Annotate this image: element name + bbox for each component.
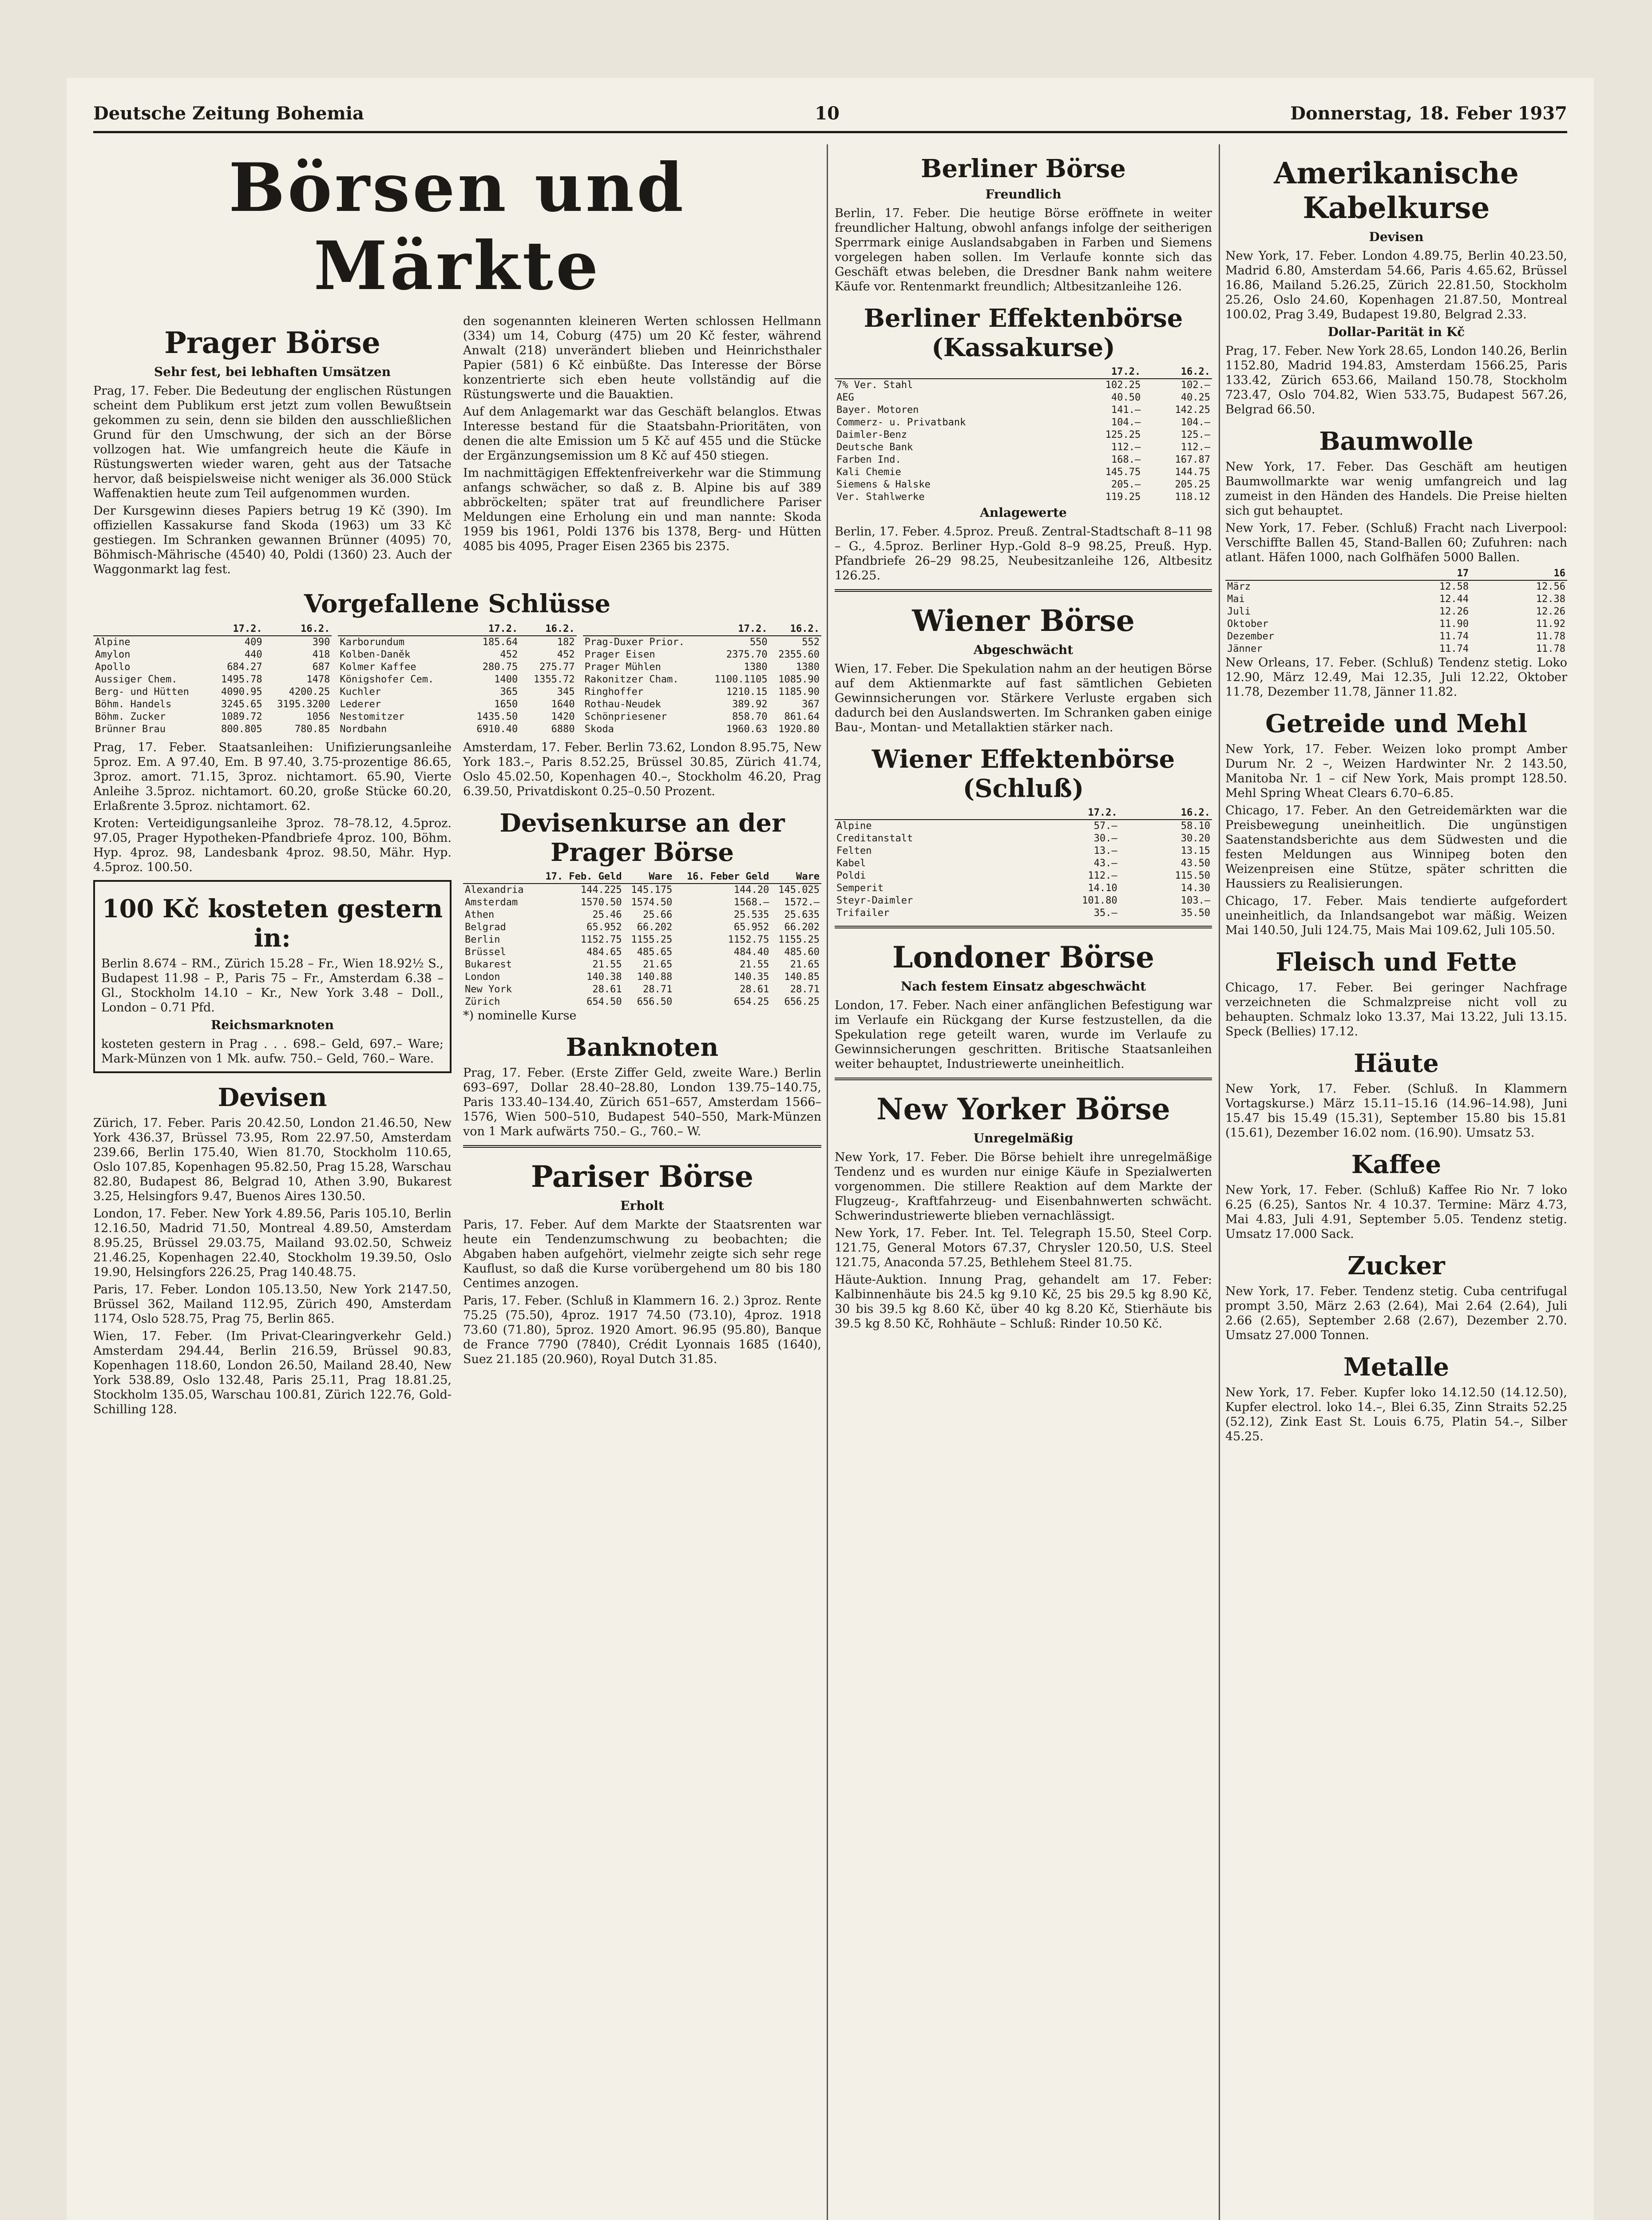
article-paragraph: Chicago, 17. Feber. An den Getreidemärkten war die Preisbewegung uneinheitlich. Die ungünstigen Saatenstandsberichte aus dem Südwesten und die festen Meldungen aus Winnipeg boten den Weizenpreisen eine Stütze, später schritten die Haussiers zu Realisierungen. <box>1225 804 1567 891</box>
table-row: Amsterdam 1570.50 1574.50 1568.– 1572.– <box>465 897 820 908</box>
section-title-metalle: Metalle <box>1343 1352 1449 1382</box>
table-row: Brünner Brau 800.805 780.85 <box>95 724 330 735</box>
section-title-londoner-boerse: Londoner Börse <box>892 940 1155 975</box>
section-title-banknoten: Banknoten <box>566 1033 719 1062</box>
table-row: Lederer 1650 1640 <box>340 699 575 710</box>
box-subtitle: Reichsmarknoten <box>211 1018 334 1032</box>
section-title-wiener-effekten: Wiener Effektenbörse (Schluß) <box>872 745 1175 803</box>
stock-table: 17.2. 16.2. Alpine 57.– 58.10 Creditanstalt 30.– 30.20 Felten 13.– 13.15 Kabel 43.– 43.50 Poldi 112.– 115.50 Semperit 14.10 14.30 Steyr-Daimler 101.80 103.– Trifailer 35.– 35.50 <box>835 807 1212 920</box>
article-paragraph: New York, 17. Feber. (Schluß. In Klammern Vortagskurse.) März 15.11–15.16 (14.96–14.98), Juni 15.47 bis 15.49 (15.31), September 15.80 bis 15.81 (15.61), Dezember 16.02 nom. (16.90). Umsatz 53. <box>1225 1082 1567 1140</box>
table-row: Semperit 14.10 14.30 <box>836 883 1210 894</box>
section-subtitle: Nach festem Einsatz abgeschwächt <box>900 979 1146 994</box>
article-paragraph: Auf dem Anlagemarkt war das Geschäft belanglos. Etwas Interesse bestand für die Staatsbahn-Prioritäten, von denen die alte Emission um 5 Kč auf 455 und die Stücke der Ergänzungsemission um 8 Kč auf 450 stiegen. <box>463 405 821 463</box>
page-title: Börsen und Märkte <box>228 149 686 305</box>
section-title-devisenkurse: Devisenkurse an der Prager Börse <box>499 809 785 867</box>
article-paragraph: Paris, 17. Feber. Auf dem Markte der Staatsrenten war heute ein Tendenzumschwung zu beobachten; die Abgaben haben aufgehört, vielmehr zeigte sich sehr rege Kauflust, so daß die Kurse vorübergehend um 80 bis 180 Centimes anzogen. <box>463 1218 821 1290</box>
section-title-zucker: Zucker <box>1347 1251 1445 1280</box>
section-title-schluesse: Vorgefallene Schlüsse <box>304 589 611 618</box>
table-row: Trifailer 35.– 35.50 <box>836 908 1210 919</box>
table-row: Alpine 57.– 58.10 <box>836 821 1210 832</box>
kc-box <box>93 880 452 1073</box>
column-right <box>1225 144 1567 2220</box>
table-footnote: *) nominelle Kurse <box>463 1009 577 1023</box>
article-paragraph: Wien, 17. Feber. Die Spekulation nahm an der heutigen Börse auf dem Aktienmarkte auf fast sämtlichen Gebieten Gewinnsicherungen vor. Stärkere Verluste ergaben sich dadurch bei den Auslandswerten. Im Schranken gaben einige Bau-, Montan- und Metallaktien stärker nach. <box>835 662 1212 734</box>
table-row: Böhm. Zucker 1089.72 1056 <box>95 711 330 722</box>
section-title-new-yorker-boerse: New Yorker Börse <box>876 1092 1170 1126</box>
table-row: Kuchler 365 345 <box>340 686 575 698</box>
article-paragraph: New York, 17. Feber. Weizen loko prompt Amber Durum Nr. 2 –, Weizen Hardwinter Nr. 2 143.50, Manitoba Nr. 1 – cif New York, Mais prompt 128.50. Mehl Spring Wheat Clears 6.70–6.85. <box>1225 742 1567 800</box>
divider <box>463 1145 821 1148</box>
table-row: Nestomitzer 1435.50 1420 <box>340 711 575 722</box>
table-row: Kali Chemie 145.75 144.75 <box>836 467 1210 478</box>
section-title-berliner-boerse: Berliner Börse <box>921 154 1126 183</box>
table-row: Apollo 684.27 687 <box>95 662 330 673</box>
column-left <box>93 144 821 2220</box>
table-row: Rakonitzer Cham. 1100.1105 1085.90 <box>584 674 820 685</box>
section-title-pariser-boerse: Pariser Börse <box>531 1159 754 1194</box>
table-row: Athen 25.46 25.66 25.535 25.635 <box>465 909 820 920</box>
issue-date: Donnerstag, 18. Feber 1937 <box>1290 103 1567 124</box>
article-paragraph: New York, 17. Feber. Tendenz stetig. Cuba centrifugal prompt 3.50, März 2.63 (2.64), Mai 2.64 (2.64), Juli 2.66 (2.65), September 2.68 (2.67), Dezember 2.70. Umsatz 27.000 Tonnen. <box>1225 1284 1567 1342</box>
article-paragraph: Paris, 17. Feber. London 105.13.50, New York 2147.50, Brüssel 362, Mailand 112.95, Zürich 490, Amsterdam 1174, Oslo 528.75, Prag 75, Berlin 865. <box>93 1283 452 1326</box>
section-subtitle: Dollar-Parität in Kč <box>1327 325 1465 339</box>
table-row: Creditanstalt 30.– 30.20 <box>836 833 1210 844</box>
article-paragraph: Häute-Auktion. Innung Prag, gehandelt am 17. Feber: Kalbinnenhäute bis 24.5 kg 9.10 Kč, 25 bis 29.5 kg 8.90 Kč, 30 bis 39.5 kg 8.60 Kč, über 40 kg 8.20 Kč, Stierhäute bis 39.5 kg 8.50 Kč, Rohhäute – Schluß: Rinder 10.50 Kč. <box>835 1273 1212 1331</box>
masthead: Deutsche Zeitung Bohemia <box>93 103 364 124</box>
section-title-baumwolle: Baumwolle <box>1319 427 1474 456</box>
table-row: Prag-Duxer Prior. 550 552 <box>584 637 820 648</box>
table-row: Königshofer Cem. 1400 1355.72 <box>340 674 575 685</box>
table-row: Prager Mühlen 1380 1380 <box>584 662 820 673</box>
stock-table: 17.2. 16.2. Prag-Duxer Prior. 550 552 Prager Eisen 2375.70 2355.60 Prager Mühlen 1380 1380 Rakonitzer Cham. 1100.1105 1085.90 Ringhoffer 1210.15 1185.90 Rothau-Neudek 389.92 367 Schönpriesener 858.70 861.64 Skoda 1960.63 1920.80 <box>583 623 821 736</box>
article-paragraph: Der Kursgewinn dieses Papiers betrug 19 Kč (390). Im offiziellen Kassakurse fand Skoda (1963) um 33 Kč gestiegen. Im Schranken gewannen Brünner (4095) 70, Böhmisch-Mährische (4540) 40, Poldi (1360) 23. Auch der Waggonmarkt lag fest. <box>93 504 452 576</box>
table-row: Commerz- u. Privatbank 104.– 104.– <box>836 417 1210 428</box>
article-paragraph: New York, 17. Feber. Das Geschäft am heutigen Baumwollmarkte war wenig umfangreich und lag zumeist in den Händen des Handels. Die Preise hielten sich gut behauptet. <box>1225 460 1567 518</box>
table-row: Aussiger Chem. 1495.78 1478 <box>95 674 330 685</box>
cotton-table: 17 16 März 12.58 12.56 Mai 12.44 12.38 Juli 12.26 12.26 Oktober 11.90 11.92 Dezember 11.74 11.78 Jänner 11.74 11.78 <box>1225 567 1567 655</box>
section-title-kassakurse: Berliner Effektenbörse (Kassakurse) <box>864 304 1183 362</box>
article-paragraph: Zürich, 17. Feber. Paris 20.42.50, London 21.46.50, New York 436.37, Brüssel 73.95, Rom 22.97.50, Amsterdam 239.66, Berlin 175.40, Wien 81.70, Stockholm 110.65, Oslo 107.85, Kopenhagen 95.82.50, Prag 15.28, Warschau 82.80, Budapest 86, Belgrad 10, Athen 3.90, Bukarest 3.25, Helsingfors 9.47, Buenos Aires 130.50. <box>93 1116 452 1203</box>
table-row: Prager Eisen 2375.70 2355.60 <box>584 649 820 660</box>
article-paragraph: New York, 17. Feber. London 4.89.75, Berlin 40.23.50, Madrid 6.80, Amsterdam 54.66, Paris 4.65.62, Brüssel 16.86, Mailand 5.26.25, Zürich 22.81.50, Stockholm 25.26, Oslo 24.60, Kopenhagen 21.87.50, Montreal 100.02, Prag 3.49, Budapest 19.80, Belgrad 2.33. <box>1225 249 1567 321</box>
table-row: Berlin 1152.75 1155.25 1152.75 1155.25 <box>465 934 820 945</box>
currency-table: 17. Feb. Geld Ware 16. Feber Geld Ware Alexandria 144.225 145.175 144.20 145.025 Amsterdam 1570.50 1574.50 1568.– 1572.– Athen 25.46 25.66 25.535 25.635 Belgrad 65.952 66.202 65.952 66.202 Berlin 1152.75 1155.25 1152.75 1155.25 Brüssel 484.65 485.65 484.40 485.60 Bukarest 21.55 21.65 21.55 21.65 London 140.38 140.88 140.35 140.85 New York 28.61 28.71 28.61 28.71 Zürich 654.50 656.50 654.25 656.25 <box>463 871 821 1008</box>
article-paragraph: Berlin, 17. Feber. Die heutige Börse eröffnete in weiter freundlicher Haltung, obwohl anfangs infolge der seitherigen Sperrmark einige Auslandsabgaben in Farben und Siemens vorgelegen haben sollen. Im Verlaufe konnte sich das Geschäft etwas beleben, die Dresdner Bank nahm weitere Käufe vor. Rentenmarkt freundlich; Altbesitzanleihe 126. <box>835 206 1212 293</box>
section-title-wiener-boerse: Wiener Börse <box>912 603 1135 638</box>
section-title-kabelkurse: Amerikanische Kabelkurse <box>1274 156 1519 225</box>
article-paragraph: Im nachmittägigen Effektenfreiverkehr war die Stimmung anfangs schwächer, so daß z. B. Alpine bis auf 389 abbröckelten; später trat auf freundlichere Pariser Meldungen eine Erholung ein und man nannte: Skoda 1959 bis 1961, Poldi 1376 bis 1378, Berg- und Hütten 4085 bis 4095, Prager Eisen 2365 bis 2375. <box>463 466 821 553</box>
table-row: Skoda 1960.63 1920.80 <box>584 724 820 735</box>
article-paragraph: New York, 17. Feber. (Schluß) Kaffee Rio Nr. 7 loko 6.25 (6.25), Santos Nr. 4 10.37. Termine: März 4.73, Mai 4.83, Juli 4.91, September 5.05. Tendenz stetig. Umsatz 17.000 Sack. <box>1225 1183 1567 1241</box>
table-row: Steyr-Daimler 101.80 103.– <box>836 895 1210 906</box>
table-row: März 12.58 12.56 <box>1227 581 1565 592</box>
table-row: Kolmer Kaffee 280.75 275.77 <box>340 662 575 673</box>
table-row: Oktober 11.90 11.92 <box>1227 618 1565 630</box>
section-subtitle: Anlagewerte <box>980 505 1067 520</box>
box-text: kosteten gestern in Prag . . . 698.– Geld, 697.– Ware; Mark-Münzen von 1 Mk. aufw. 750.– Geld, 760.– Ware. <box>101 1037 444 1066</box>
table-row: AEG 40.50 40.25 <box>836 392 1210 403</box>
article-paragraph: Amsterdam, 17. Feber. Berlin 73.62, London 8.95.75, New York 183.–, Paris 8.52.25, Brüssel 30.85, Zürich 41.74, Oslo 45.02.50, Kopenhagen 40.–, Stockholm 46.20, Prag 6.39.50, Privatdiskont 0.25–0.50 Prozent. <box>463 741 821 798</box>
article-paragraph: den sogenannten kleineren Werten schlossen Hellmann (334) um 14, Coburg (475) um 20 Kč fester, während Anwalt (218) unverändert blieben und Heinrichsthaler Papier (581) 6 Kč einbüßte. Das Interesse der Börse konzentrierte sich eben heute vollständig auf die Rüstungswerte und die Bauaktien. <box>463 314 821 401</box>
article-paragraph: New York, 17. Feber. Int. Tel. Telegraph 15.50, Steel Corp. 121.75, General Motors 67.37, Chrysler 120.50, U.S. Steel 121.75, Anaconda 57.25, Bethlehem Steel 81.75. <box>835 1226 1212 1269</box>
article-paragraph: Kroten: Verteidigungsanleihe 3proz. 78–78.12, 4.5proz. 97.05, Prager Hypotheken-Pfandbriefe 4proz. 100, Böhm. Hyp. 4proz. 98, Landesbank 4proz. 98.50, Mähr. Hyp. 4.5proz. 100.50. <box>93 817 452 874</box>
section-subtitle: Erholt <box>620 1198 664 1213</box>
table-row: Daimler-Benz 125.25 125.– <box>836 429 1210 440</box>
table-row: Bayer. Motoren 141.– 142.25 <box>836 404 1210 416</box>
stock-table: 17.2. 16.2. 7% Ver. Stahl 102.25 102.– AEG 40.50 40.25 Bayer. Motoren 141.– 142.25 Commerz- u. Privatbank 104.– 104.– Daimler-Benz 125.25 125.– Deutsche Bank 112.– 112.– Farben Ind. 168.– 167.87 Kali Chemie 145.75 144.75 Siemens & Halske 205.– 205.25 Ver. Stahlwerke 119.25 118.12 <box>835 366 1212 503</box>
table-row: Alpine 409 390 <box>95 637 330 648</box>
table-row: Schönpriesener 858.70 861.64 <box>584 711 820 722</box>
stock-table: 17.2. 16.2. Karborundum 185.64 182 Kolben-Daněk 452 452 Kolmer Kaffee 280.75 275.77 Königshofer Cem. 1400 1355.72 Kuchler 365 345 Lederer 1650 1640 Nestomitzer 1435.50 1420 Nordbahn 6910.40 6880 <box>338 623 576 736</box>
table-row: Felten 13.– 13.15 <box>836 845 1210 856</box>
column-rule <box>1219 144 1220 2220</box>
box-title: 100 Kč kosteten gestern in: <box>102 894 443 953</box>
section-subtitle: Unregelmäßig <box>973 1131 1074 1146</box>
section-title-fleisch: Fleisch und Fette <box>1276 947 1517 977</box>
page-number: 10 <box>815 103 840 124</box>
table-row: Belgrad 65.952 66.202 65.952 66.202 <box>465 922 820 933</box>
section-subtitle: Freundlich <box>985 187 1062 202</box>
article-paragraph: Chicago, 17. Feber. Mais tendierte aufgefordert uneinheitlich, da Inlandsangebot war mäßig. Weizen Mai 140.50, Juli 124.75, Mais Mai 109.62, Juli 105.50. <box>1225 894 1567 937</box>
table-row: Deutsche Bank 112.– 112.– <box>836 442 1210 453</box>
article-paragraph: London, 17. Feber. New York 4.89.56, Paris 105.10, Berlin 12.16.50, Madrid 71.50, Montreal 4.89.50, Amsterdam 8.95.25, Brüssel 29.03.75, Mailand 93.02.50, Schweiz 21.46.25, Kopenhagen 22.40, Stockholm 19.39.50, Oslo 19.90, Helsingfors 226.25, Prag 140.48.75. <box>93 1207 452 1279</box>
article-paragraph: New York, 17. Feber. Kupfer loko 14.12.50 (14.12.50), Kupfer electrol. loko 14.–, Blei 6.35, Zinn Straits 52.25 (52.12), Zink East St. Louis 6.75, Platin 54.–, Silber 45.25. <box>1225 1386 1567 1443</box>
column-rule <box>827 144 828 2220</box>
article-paragraph: Prag, 17. Feber. Die Bedeutung der englischen Rüstungen scheint dem Publikum erst jetzt zum vollen Bewußtsein gekommen zu sein, denn sie bilden den ausschließlichen Grund für den Umschwung, der sich an der Börse vollzogen hat. Wie umfangreich heute die Käufe in Rüstungswerten wieder waren, geht aus der Tatsache hervor, daß beispielsweise nicht weniger als 36.000 Stück Waffenaktien heute zum Teil aufgenommen wurden. <box>93 384 452 500</box>
table-row: Ver. Stahlwerke 119.25 118.12 <box>836 492 1210 503</box>
table-row: Mai 12.44 12.38 <box>1227 594 1565 605</box>
section-title-prager-boerse: Prager Börse <box>164 325 380 360</box>
section-title-haeute: Häute <box>1354 1049 1439 1078</box>
section-subtitle: Devisen <box>1369 230 1424 244</box>
section-title-devisen: Devisen <box>218 1083 327 1112</box>
table-row: Poldi 112.– 115.50 <box>836 870 1210 881</box>
table-row: Nordbahn 6910.40 6880 <box>340 724 575 735</box>
section-subtitle: Abgeschwächt <box>973 642 1074 657</box>
table-row: Karborundum 185.64 182 <box>340 637 575 648</box>
table-row: Farben Ind. 168.– 167.87 <box>836 454 1210 465</box>
table-row: Ringhoffer 1210.15 1185.90 <box>584 686 820 698</box>
section-title-getreide: Getreide und Mehl <box>1265 709 1527 738</box>
running-head <box>93 95 1567 133</box>
box-text: Berlin 8.674 – RM., Zürich 15.28 – Fr., Wien 18.92½ S., Budapest 11.98 – P., Paris 75 – Fr., Amsterdam 6.38 – Gl., Stockholm 14.10 – Kr., New York 3.48 – Doll., London – 0.71 Pfd. <box>101 957 444 1015</box>
table-row: Brüssel 484.65 485.65 484.40 485.60 <box>465 947 820 958</box>
column-middle <box>835 144 1212 2220</box>
article-paragraph: New Orleans, 17. Feber. (Schluß) Tendenz stetig. Loko 12.90, März 12.49, Mai 12.35, Juli 12.22, Oktober 11.78, Dezember 11.78, Jänner 11.82. <box>1225 656 1567 699</box>
article-paragraph: Chicago, 17. Feber. Bei geringer Nachfrage verzeichneten die Schmalzpreise nicht voll zu behaupten. Schmalz loko 13.37, Mai 13.22, Juli 13.15. Speck (Bellies) 17.12. <box>1225 981 1567 1039</box>
table-row: Juli 12.26 12.26 <box>1227 606 1565 617</box>
divider <box>835 926 1212 928</box>
table-row: London 140.38 140.88 140.35 140.85 <box>465 971 820 983</box>
table-row: 7% Ver. Stahl 102.25 102.– <box>836 380 1210 391</box>
article-paragraph: New York, 17. Feber. (Schluß) Fracht nach Liverpool: Verschiffte Ballen 45, Stand-Ballen 60; Zufuhren: nach atlant. Häfen 1000, nach Golfhäfen 5000 Ballen. <box>1225 521 1567 564</box>
table-row: Bukarest 21.55 21.65 21.55 21.65 <box>465 959 820 970</box>
table-row: Dezember 11.74 11.78 <box>1227 631 1565 642</box>
table-row: Kabel 43.– 43.50 <box>836 858 1210 869</box>
table-row: Siemens & Halske 205.– 205.25 <box>836 479 1210 490</box>
newspaper-page <box>67 78 1594 2220</box>
table-row: Rothau-Neudek 389.92 367 <box>584 699 820 710</box>
divider <box>835 1078 1212 1080</box>
section-subtitle: Sehr fest, bei lebhaften Umsätzen <box>154 365 391 379</box>
article-paragraph: London, 17. Feber. Nach einer anfänglichen Befestigung war im Verlaufe ein Rückgang der Kurse festzustellen, da die Spekulation rege geteilt waren, wurde im Verlaufe zu Gewinnsicherungen geschritten. Britische Staatsanleihen weiter behauptet, Industriewerte uneinheitlich. <box>835 999 1212 1071</box>
table-row: Amylon 440 418 <box>95 649 330 660</box>
table-row: Böhm. Handels 3245.65 3195.3200 <box>95 699 330 710</box>
table-row: New York 28.61 28.71 28.61 28.71 <box>465 984 820 995</box>
article-paragraph: New York, 17. Feber. Die Börse behielt ihre unregelmäßige Tendenz und es wurden nur einige Käufe in Spezialwerten vorgenommen. Die stillere Reaktion auf dem Markte der Flugzeug-, Kraftfahrzeug- und Eisenbahnwerten schwächt. Schwerindustriewerte blieben vernachlässigt. <box>835 1150 1212 1223</box>
section-title-kaffee: Kaffee <box>1351 1150 1442 1179</box>
article-paragraph: Wien, 17. Feber. (Im Privat-Clearingverkehr Geld.) Amsterdam 294.44, Berlin 216.59, Brüssel 90.83, Kopenhagen 118.60, London 26.50, Mailand 28.40, New York 538.89, Oslo 132.48, Paris 25.11, Prag 18.81.25, Stockholm 135.05, Warschau 100.81, Zürich 122.76, Gold-Schilling 128. <box>93 1329 452 1416</box>
divider <box>835 589 1212 592</box>
table-row: Alexandria 144.225 145.175 144.20 145.025 <box>465 884 820 896</box>
table-row: Zürich 654.50 656.50 654.25 656.25 <box>465 996 820 1007</box>
table-row: Kolben-Daněk 452 452 <box>340 649 575 660</box>
table-row: Berg- und Hütten 4090.95 4200.25 <box>95 686 330 698</box>
table-row: Jänner 11.74 11.78 <box>1227 643 1565 654</box>
article-paragraph: Prag, 17. Feber. New York 28.65, London 140.26, Berlin 1152.80, Madrid 194.83, Amsterdam 1566.25, Paris 133.42, Zürich 653.66, Mailand 150.78, Stockholm 723.47, Oslo 704.82, Wien 533.75, Budapest 567.26, Belgrad 66.50. <box>1225 344 1567 416</box>
article-paragraph: Paris, 17. Feber. (Schluß in Klammern 16. 2.) 3proz. Rente 75.25 (75.50), 4proz. 1917 74.50 (73.10), 4proz. 1918 73.60 (71.80), 5proz. 1920 Amort. 96.95 (95.80), Banque de France 7790 (7840), Crédit Lyonnais 1685 (1640), Suez 21.185 (20.960), Royal Dutch 31.85. <box>463 1294 821 1366</box>
article-paragraph: Prag, 17. Feber. Staatsanleihen: Unifizierungsanleihe 5proz. Em. A 97.40, Em. B 97.40, 3.75-prozentige 86.65, 3proz. amort. 71.15, 3proz. nichtamort. 65.90, Vierte Anleihe 3.5proz. nichtamort. 60.20, große Stücke 60.20, Erlaßrente 3.5proz. nichtamort. 62. <box>93 741 452 813</box>
stock-table: 17.2. 16.2. Alpine 409 390 Amylon 440 418 Apollo 684.27 687 Aussiger Chem. 1495.78 1478 Berg- und Hütten 4090.95 4200.25 Böhm. Handels 3245.65 3195.3200 Böhm. Zucker 1089.72 1056 Brünner Brau 800.805 780.85 <box>93 623 332 736</box>
article-paragraph: Prag, 17. Feber. (Erste Ziffer Geld, zweite Ware.) Berlin 693–697, Dollar 28.40–28.80, London 139.75–140.75, Paris 133.40–134.40, Zürich 651–657, Amsterdam 1566–1576, Wien 500–510, Budapest 540–550, Mark-Münzen von 1 Mark aufwärts 750.– G., 760.– W. <box>463 1066 821 1138</box>
article-paragraph: Berlin, 17. Feber. 4.5proz. Preuß. Zentral-Stadtschaft 8–11 98 – G., 4.5proz. Berliner Hyp.-Gold 8–9 98.25, Preuß. Hyp. Pfandbriefe 26–29 98.25, Neubesitzanleihe 126, Altbesitz 126.25. <box>835 525 1212 583</box>
